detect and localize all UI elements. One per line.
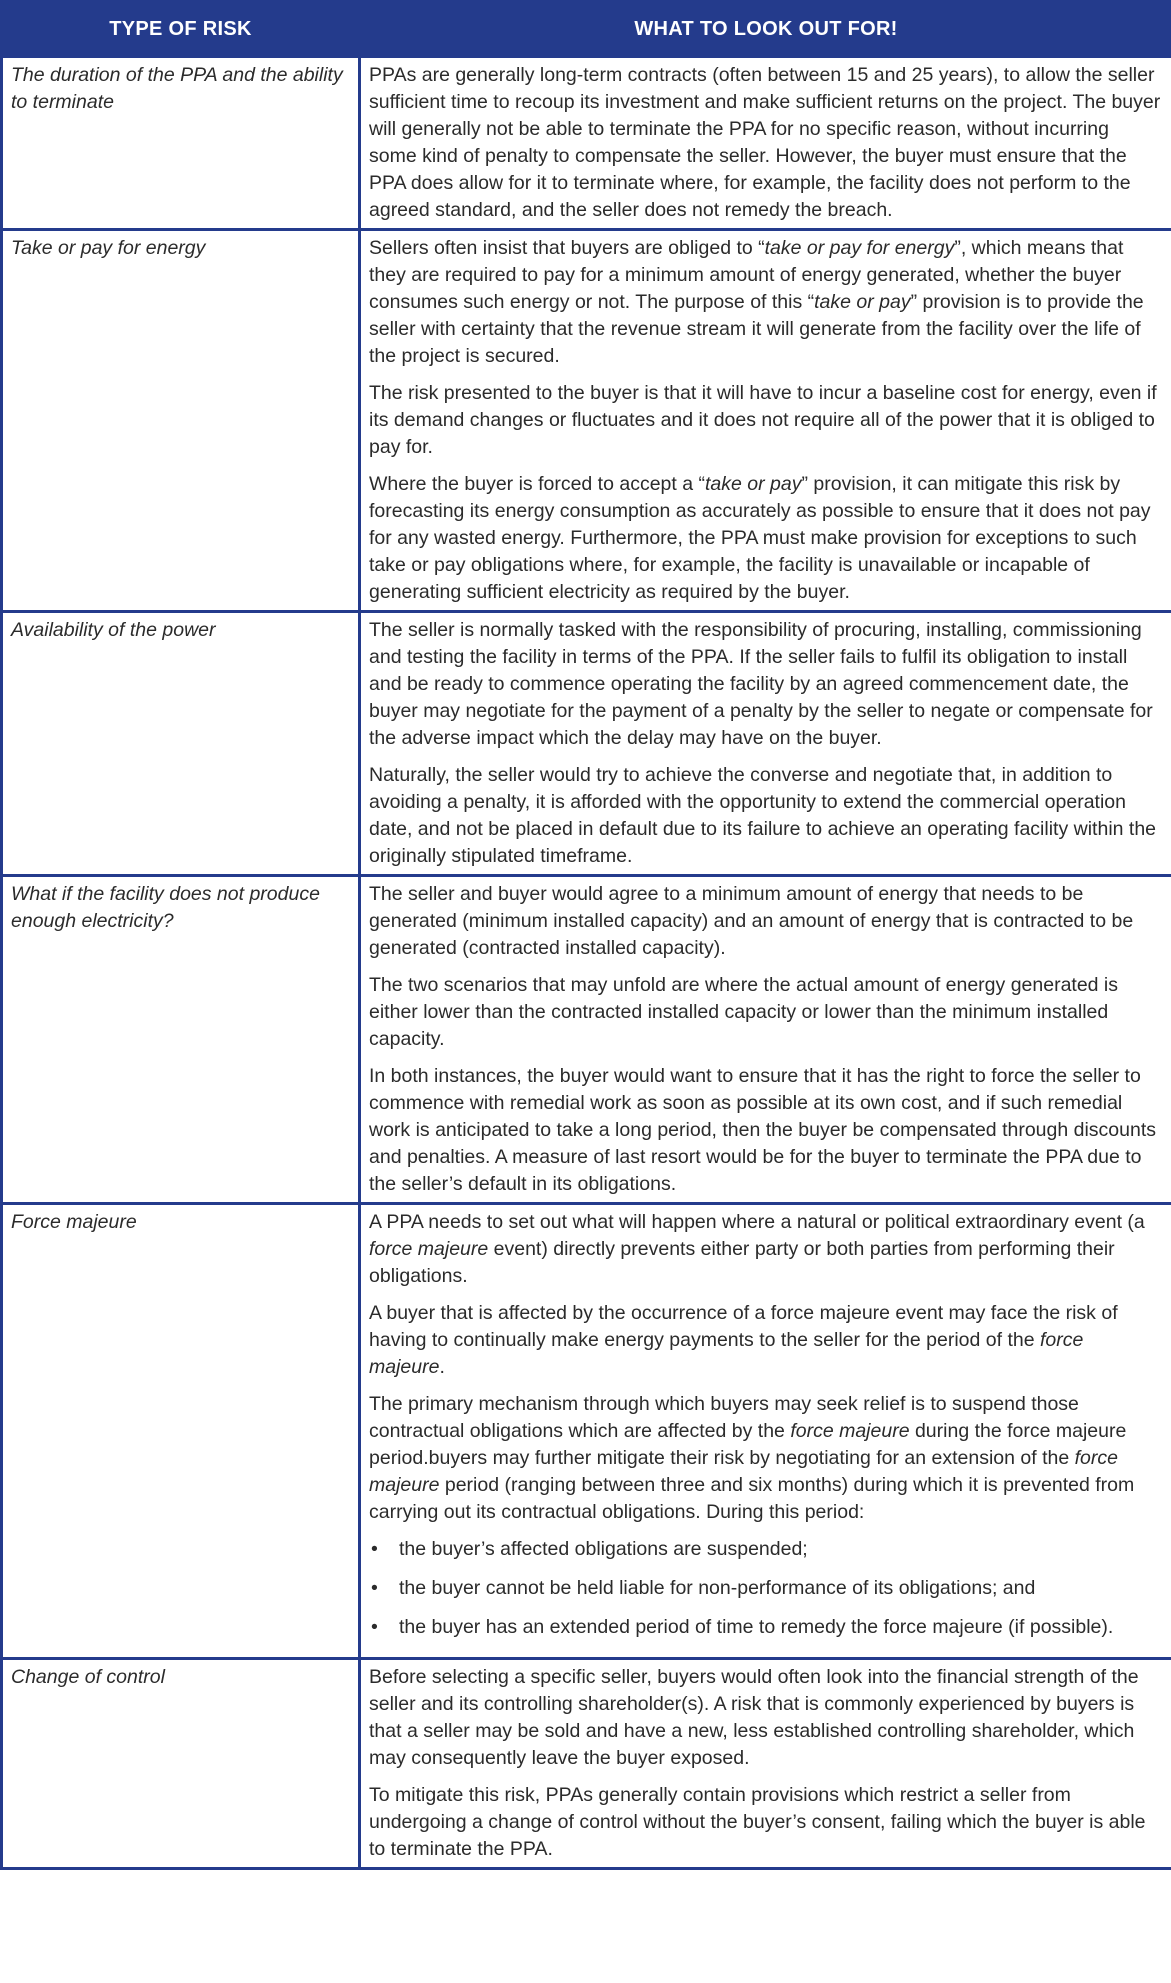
text-segment: ” provision is to provide the seller with certainty that the revenue stream it will generate from the facility over the life of the project is secured. xyxy=(369,291,1144,367)
risk-row xyxy=(2,1204,1171,1659)
description-paragraph xyxy=(369,471,1161,606)
italic-term: take or pay for energy xyxy=(764,237,955,259)
text-segment: during the force majeure period.buyers may further mitigate their risk by negotiating for an extension of the xyxy=(369,1420,1127,1469)
risk-description-cell xyxy=(360,57,1171,230)
risk-description-cell xyxy=(360,1659,1171,1869)
description-paragraph xyxy=(369,1063,1161,1198)
risk-description-cell xyxy=(360,876,1171,1204)
risk-type-cell: Change of control xyxy=(2,1659,360,1869)
risk-row xyxy=(2,1659,1171,1869)
risk-description-cell xyxy=(360,612,1171,876)
bullet-item: • the buyer has an extended period of time to remedy the force majeure (if possible). xyxy=(369,1614,1161,1641)
italic-term: force majeure xyxy=(369,1238,489,1260)
description-paragraph xyxy=(369,1209,1161,1290)
text-segment: A buyer that is affected by the occurrence of a force majeure event may face the risk of having to continually make energy payments to the seller for the period of the xyxy=(369,1302,1118,1351)
text-segment: ”, which means that they are required to pay for a minimum amount of energy generated, whether the buyer consumes such energy or not. The purpose of this “ xyxy=(369,237,1124,313)
description-paragraph xyxy=(369,380,1161,461)
description-paragraph xyxy=(369,881,1161,962)
risk-row xyxy=(2,612,1171,876)
text-segment: Sellers often insist that buyers are obliged to “ xyxy=(369,237,765,259)
risk-type-cell: Take or pay for energy xyxy=(2,230,360,612)
risk-row xyxy=(2,230,1171,612)
italic-term: force majeure xyxy=(790,1420,910,1442)
text-segment: ” provision, it can mitigate this risk by forecasting its energy consumption as accurately as possible to ensure that it does not pay for any wasted energy. Furthermore, the PPA must make provision for exceptions to such take or pay obligations where, for example, the facility is unavailable or incapable of generating sufficient electricity as required by the buyer. xyxy=(369,473,1151,603)
risk-type-cell: Force majeure xyxy=(2,1204,360,1659)
risk-row xyxy=(2,876,1171,1204)
description-paragraph xyxy=(369,1664,1161,1772)
bullet-item: • the buyer cannot be held liable for non-performance of its obligations; and xyxy=(369,1575,1161,1602)
risk-type-cell: The duration of the PPA and the ability to terminate xyxy=(2,57,360,230)
bullet-list xyxy=(369,1536,1161,1641)
description-paragraph xyxy=(369,62,1161,224)
risk-type-cell: What if the facility does not produce enough electricity? xyxy=(2,876,360,1204)
risk-description-cell xyxy=(360,230,1171,612)
text-segment: Before selecting a specific seller, buyers would often look into the financial strength of the seller and its controlling shareholder(s). A risk that is commonly experienced by buyers is that a seller may be sold and have a new, less established controlling shareholder, which may consequently leave the buyer exposed. xyxy=(369,1666,1139,1769)
risk-type-cell: Availability of the power xyxy=(2,612,360,876)
header-what-to-look-out-for: WHAT TO LOOK OUT FOR! xyxy=(360,2,1171,57)
text-segment: . xyxy=(439,1356,445,1378)
description-paragraph xyxy=(369,1782,1161,1863)
text-segment: In both instances, the buyer would want to ensure that it has the right to force the seller to commence with remedial work as soon as possible at its own cost, and if such remedial work is anticipated to take a long period, then the buyer be compensated through discounts and penalties. A measure of last resort would be for the buyer to terminate the PPA due to the seller’s default in its obligations. xyxy=(369,1065,1156,1195)
text-segment: Naturally, the seller would try to achieve the converse and negotiate that, in addition to avoiding a penalty, it is afforded with the opportunity to extend the commercial operation date, and not be placed in default due to its failure to achieve an operating facility within the originally stipulated timeframe. xyxy=(369,764,1157,867)
text-segment: Where the buyer is forced to accept a “ xyxy=(369,473,705,495)
text-segment: event) directly prevents either party or both parties from performing their obligations. xyxy=(369,1238,1115,1287)
text-segment: PPAs are generally long-term contracts (often between 15 and 25 years), to allow the seller sufficient time to recoup its investment and make sufficient returns on the project. The buyer will generally not be able to terminate the PPA for no specific reason, without incurring some kind of penalty to compensate the seller. However, the buyer must ensure that the PPA does allow for it to terminate where, for example, the facility does not perform to the agreed standard, and the seller does not remedy the breach. xyxy=(369,64,1161,221)
italic-term: force majeure xyxy=(369,1329,1084,1378)
italic-term: take or pay xyxy=(705,473,802,495)
italic-term: take or pay xyxy=(814,291,911,313)
description-paragraph xyxy=(369,235,1161,370)
italic-term: force majeure xyxy=(369,1447,1118,1496)
text-segment: The seller and buyer would agree to a minimum amount of energy that needs to be generated (minimum installed capacity) and an amount of energy that is contracted to be generated (contracted installed capacity). xyxy=(369,883,1134,959)
text-segment: period (ranging between three and six months) during which it is prevented from carrying out its contractual obligations. During this period: xyxy=(369,1474,1135,1523)
risk-row xyxy=(2,57,1171,230)
risk-table-body xyxy=(2,57,1171,1869)
risk-description-cell xyxy=(360,1204,1171,1659)
description-paragraph xyxy=(369,1300,1161,1381)
description-paragraph xyxy=(369,762,1161,870)
description-paragraph xyxy=(369,1391,1161,1526)
header-type-of-risk: TYPE OF RISK xyxy=(2,2,360,57)
bullet-item: • the buyer’s affected obligations are suspended; xyxy=(369,1536,1161,1563)
text-segment: The primary mechanism through which buyers may seek relief is to suspend those contractual obligations which are affected by the xyxy=(369,1393,1079,1442)
header-row xyxy=(2,2,1171,57)
text-segment: The two scenarios that may unfold are where the actual amount of energy generated is either lower than the contracted installed capacity or lower than the minimum installed capacity. xyxy=(369,974,1119,1050)
text-segment: To mitigate this risk, PPAs generally contain provisions which restrict a seller from undergoing a change of control without the buyer’s consent, failing which the buyer is able to terminate the PPA. xyxy=(369,1784,1146,1860)
text-segment: A PPA needs to set out what will happen where a natural or political extraordinary event (a xyxy=(369,1211,1145,1233)
text-segment: The risk presented to the buyer is that it will have to incur a baseline cost for energy, even if its demand changes or fluctuates and it does not require all of the power that it is obliged to pay for. xyxy=(369,382,1157,458)
description-paragraph xyxy=(369,972,1161,1053)
description-paragraph xyxy=(369,617,1161,752)
text-segment: The seller is normally tasked with the responsibility of procuring, installing, commissioning and testing the facility in terms of the PPA. If the seller fails to fulfil its obligation to install and be ready to commence operating the facility by an agreed commencement date, the buyer may negotiate for the payment of a penalty by the seller to negate or compensate for the adverse impact which the delay may have on the buyer. xyxy=(369,619,1153,749)
